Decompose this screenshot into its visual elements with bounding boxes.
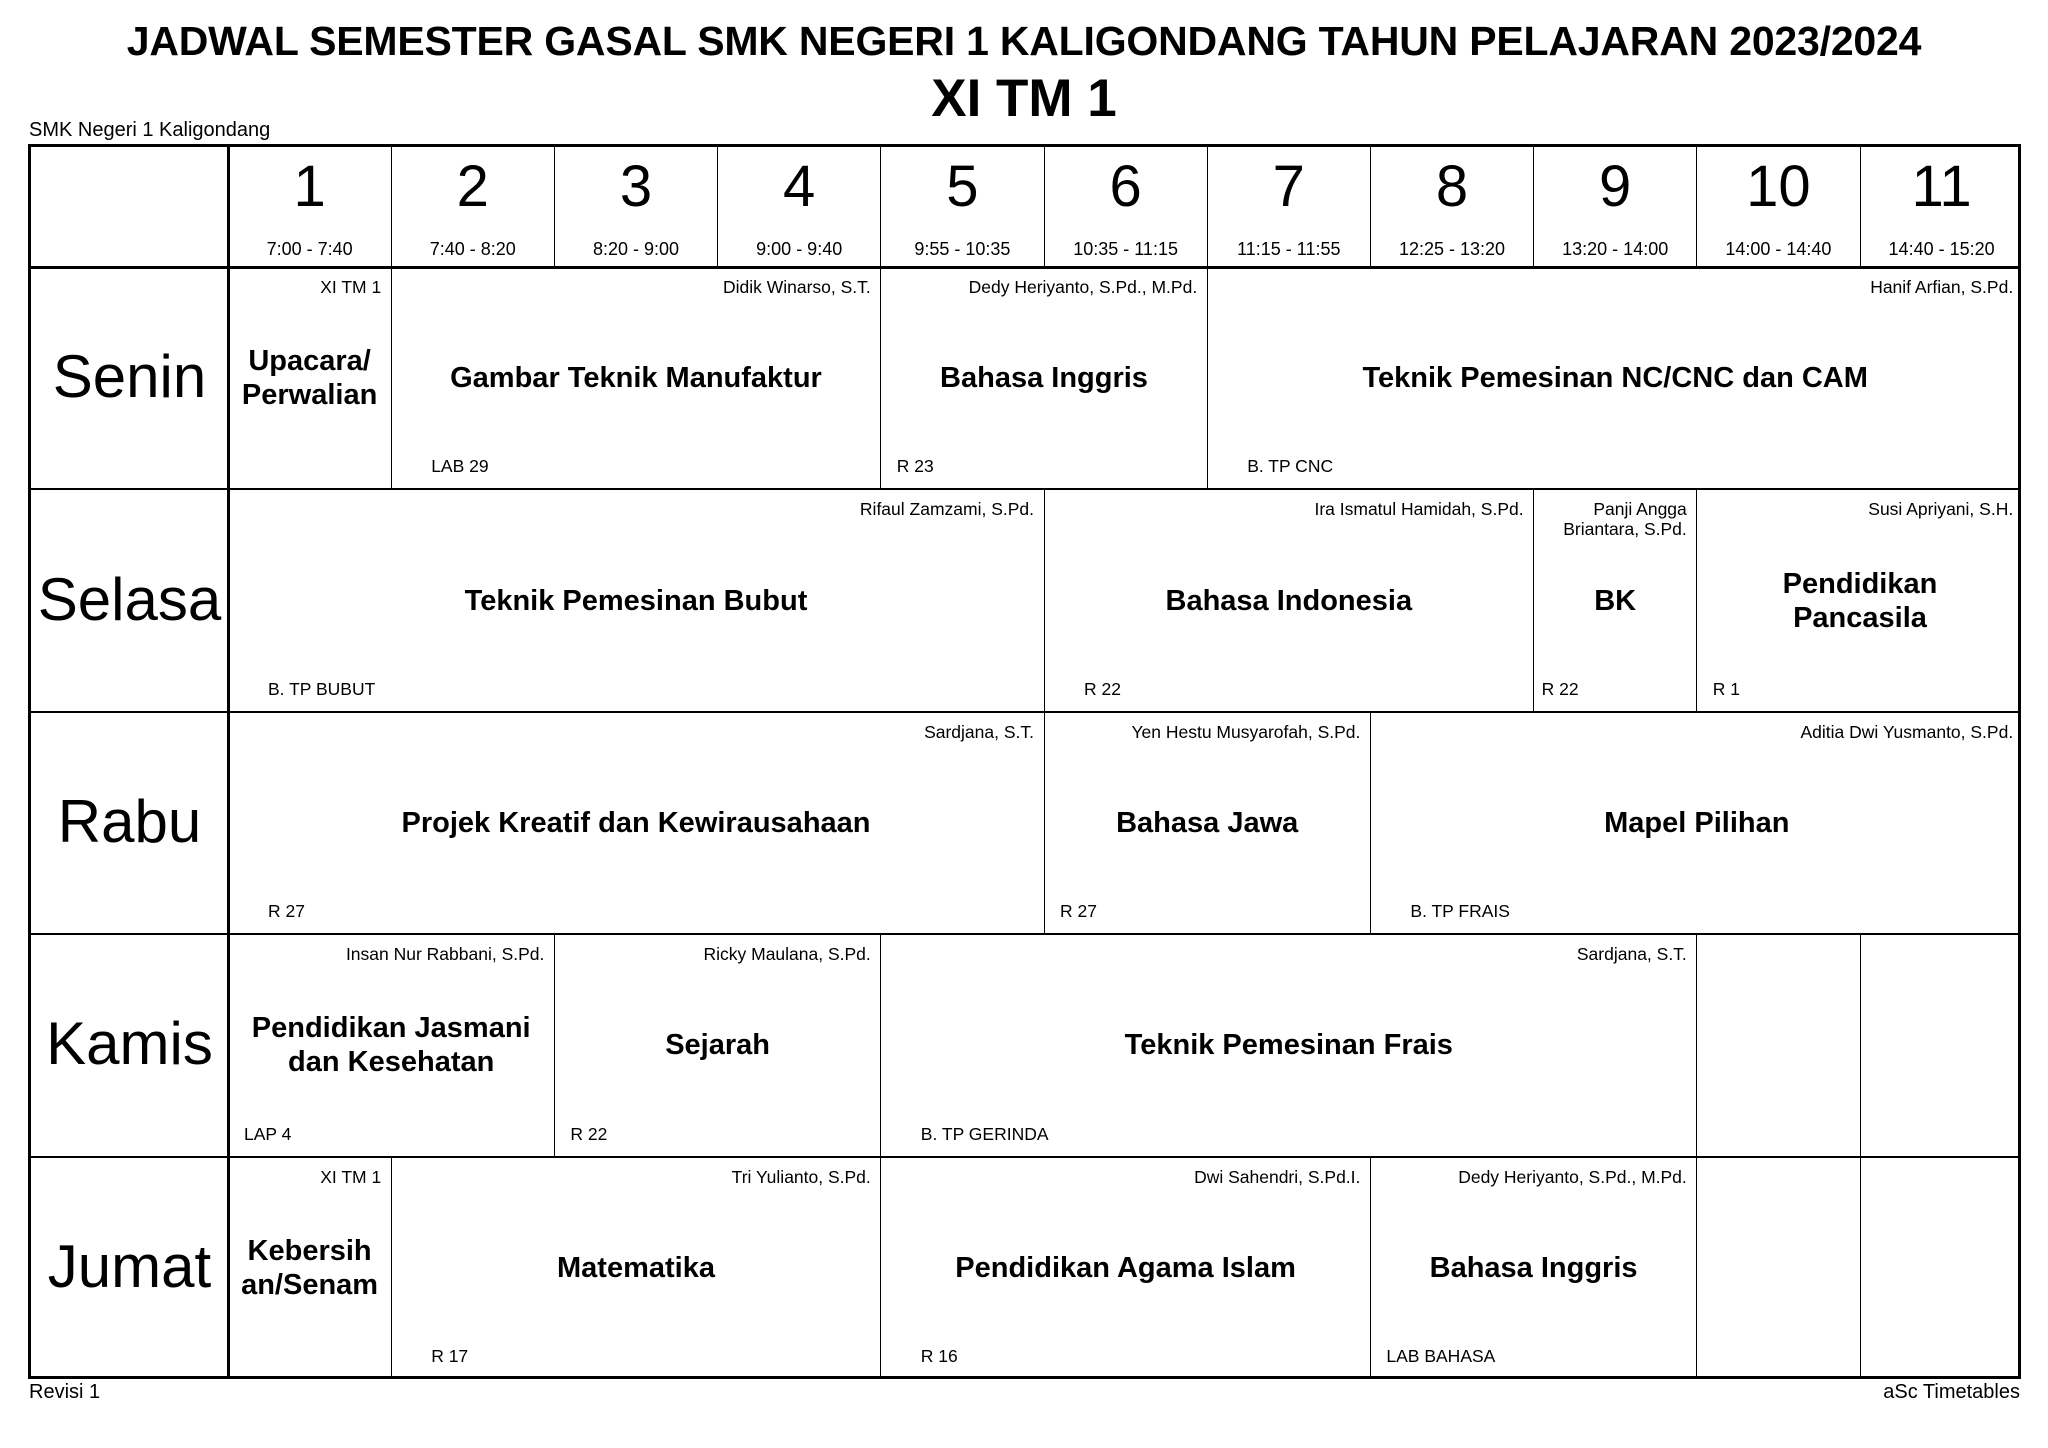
class-name-title: XI TM 1 — [931, 69, 1117, 128]
grid-line — [554, 147, 555, 267]
period-number: 11 — [1911, 154, 1972, 219]
lesson-room: LAB BAHASA — [1386, 1345, 1496, 1366]
grid-line — [1860, 147, 1861, 267]
lesson-cell — [1044, 489, 1534, 711]
lesson-cell — [1697, 489, 2023, 711]
day-name-senin: Senin — [52, 343, 207, 411]
lesson-room: R 27 — [268, 901, 305, 922]
school-name: SMK Negeri 1 Kaligondang — [29, 119, 271, 141]
day-name-kamis: Kamis — [46, 1010, 213, 1078]
period-time: 8:20 - 9:00 — [592, 239, 680, 259]
period-number: 8 — [1435, 154, 1469, 219]
lesson-cell — [881, 267, 1207, 489]
lesson-teacher: Susi Apriyani, S.H. — [1868, 499, 2014, 520]
lesson-room: B. TP CNC — [1247, 456, 1334, 477]
lesson-subject: Pendidikan Pancasila — [1782, 567, 1938, 634]
grid-line — [1370, 147, 1371, 267]
lesson-room: R 22 — [570, 1123, 608, 1144]
lesson-cell — [881, 1157, 1371, 1379]
period-time: 13:20 - 14:00 — [1562, 239, 1669, 259]
period-number: 2 — [456, 154, 489, 219]
period-number: 4 — [783, 154, 816, 219]
lesson-teacher: Didik Winarso, S.T. — [722, 277, 871, 297]
lesson-room: R 16 — [920, 1345, 958, 1366]
lesson-cell — [1370, 1157, 1696, 1379]
lesson-teacher: Tri Yulianto, S.Pd. — [731, 1166, 871, 1187]
lesson-subject: BK — [1594, 584, 1637, 617]
lesson-cell — [228, 489, 1044, 711]
lesson-room: R 22 — [1541, 678, 1579, 699]
lesson-subject: Teknik Pemesinan NC/CNC dan CAM — [1362, 362, 1868, 395]
lesson-room: R 22 — [1084, 678, 1121, 699]
period-time: 9:55 - 10:35 — [914, 239, 1011, 259]
lesson-cell — [1697, 1157, 1860, 1379]
software-credit: aSc Timetables — [1883, 1381, 2020, 1403]
lesson-cell — [554, 934, 880, 1156]
period-number: 10 — [1746, 154, 1811, 219]
lesson-cell — [228, 712, 1044, 934]
revision-label: Revisi 1 — [29, 1381, 101, 1403]
lesson-cell — [1044, 712, 1370, 934]
grid-line — [1207, 147, 1208, 267]
grid-line — [1533, 147, 1534, 267]
lesson-subject: Bahasa Inggris — [940, 362, 1148, 395]
grid-line — [1044, 147, 1045, 267]
grid-line — [880, 147, 881, 267]
lesson-cell — [1697, 934, 1860, 1156]
lesson-cell — [1534, 489, 1697, 711]
period-time: 9:00 - 9:40 — [756, 239, 843, 259]
lesson-cell — [391, 267, 881, 489]
period-time: 12:25 - 13:20 — [1398, 239, 1506, 259]
lesson-room: R 1 — [1712, 678, 1741, 699]
period-number: 1 — [293, 154, 326, 219]
lesson-cell — [881, 934, 1697, 1156]
lesson-room: B. TP FRAIS — [1410, 901, 1510, 922]
lesson-subject: Teknik Pemesinan Bubut — [464, 584, 808, 617]
document-title: JADWAL SEMESTER GASAL SMK NEGERI 1 KALIGONDANG TAHUN PELAJARAN 2023/2024 — [126, 18, 1922, 64]
lesson-teacher: Aditia Dwi Yusmanto, S.Pd. — [1800, 721, 2014, 742]
period-time: 11:15 - 11:55 — [1237, 239, 1341, 259]
lesson-subject: Bahasa Inggris — [1429, 1251, 1638, 1284]
lesson-cell — [228, 267, 391, 489]
lesson-cell — [1207, 267, 2023, 489]
period-number: 9 — [1599, 154, 1632, 219]
lesson-subject: Bahasa Jawa — [1116, 806, 1299, 839]
lesson-teacher: Sardjana, S.T. — [924, 721, 1034, 742]
lesson-subject: Gambar Teknik Manufaktur — [450, 362, 822, 395]
day-name-selasa: Selasa — [37, 565, 222, 633]
lesson-room: R 17 — [431, 1345, 469, 1366]
lesson-teacher: XI TM 1 — [320, 277, 382, 297]
period-time: 7:40 - 8:20 — [429, 239, 516, 259]
lesson-teacher: Insan Nur Rabbani, S.Pd. — [345, 944, 545, 965]
period-number: 3 — [619, 154, 653, 219]
period-number: 7 — [1272, 154, 1305, 219]
lesson-subject: Teknik Pemesinan Frais — [1124, 1029, 1453, 1062]
grid-line — [391, 147, 392, 267]
lesson-teacher: Ricky Maulana, S.Pd. — [703, 944, 871, 965]
lesson-subject: Bahasa Indonesia — [1165, 584, 1413, 617]
day-name-rabu: Rabu — [57, 788, 202, 855]
grid-line — [1696, 147, 1697, 267]
lesson-teacher: XI TM 1 — [320, 1166, 382, 1187]
lesson-cell — [391, 1157, 881, 1379]
lesson-room: LAB 29 — [431, 456, 489, 477]
lesson-teacher: Ira Ismatul Hamidah, S.Pd. — [1314, 499, 1524, 520]
lesson-teacher: Dwi Sahendri, S.Pd.I. — [1194, 1166, 1361, 1187]
lesson-teacher: Hanif Arfian, S.Pd. — [1870, 277, 2014, 297]
lesson-cell — [228, 1157, 391, 1379]
lesson-room: B. TP GERINDA — [920, 1123, 1049, 1144]
lesson-room: B. TP BUBUT — [268, 678, 376, 699]
lesson-teacher: Rifaul Zamzami, S.Pd. — [859, 499, 1034, 520]
lesson-cell — [1860, 934, 2023, 1156]
lesson-teacher: Dedy Heriyanto, S.Pd., M.Pd. — [968, 277, 1198, 297]
lesson-room: LAP 4 — [244, 1123, 292, 1144]
lesson-room: R 23 — [896, 456, 934, 477]
lesson-teacher: Sardjana, S.T. — [1576, 944, 1687, 965]
period-time: 14:40 - 15:20 — [1888, 239, 1995, 259]
lesson-subject: Upacara/ Perwalian — [241, 345, 378, 412]
lesson-subject: Projek Kreatif dan Kewirausahaan — [401, 806, 871, 839]
lesson-subject: Mapel Pilihan — [1604, 806, 1790, 839]
period-time: 7:00 - 7:40 — [266, 239, 353, 259]
period-number: 5 — [946, 154, 979, 219]
lesson-teacher: Dedy Heriyanto, S.Pd., M.Pd. — [1458, 1166, 1687, 1187]
lesson-room: R 27 — [1060, 901, 1097, 922]
period-time: 10:35 - 11:15 — [1073, 239, 1178, 259]
lesson-teacher: Panji Angga Briantara, S.Pd. — [1563, 499, 1687, 540]
lesson-subject: Matematika — [557, 1251, 715, 1284]
lesson-cell — [228, 934, 554, 1156]
day-name-jumat: Jumat — [47, 1232, 212, 1300]
lesson-cell — [1860, 1157, 2023, 1379]
lesson-subject: Pendidikan Agama Islam — [955, 1251, 1296, 1284]
lesson-teacher: Yen Hestu Musyarofah, S.Pd. — [1131, 721, 1361, 742]
timetable-grid — [28, 144, 2021, 1379]
grid-line — [717, 147, 718, 267]
lesson-cell — [1370, 712, 2023, 934]
lesson-subject: Sejarah — [665, 1029, 770, 1062]
lesson-subject: Pendidikan Jasmani dan Kesehatan — [251, 1012, 531, 1079]
period-time: 14:00 - 14:40 — [1725, 239, 1832, 259]
period-number: 6 — [1109, 154, 1142, 219]
lesson-subject: Kebersih an/Senam — [241, 1234, 379, 1301]
